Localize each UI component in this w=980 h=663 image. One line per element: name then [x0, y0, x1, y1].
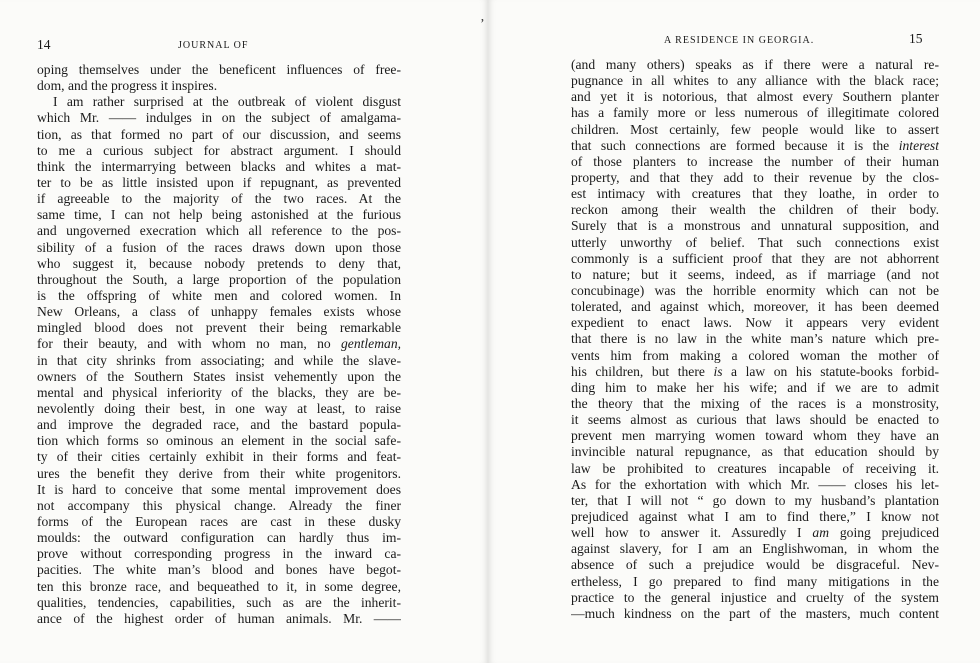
text-line: ten this bronze race, and bequeathed to it, in some degree,: [37, 578, 401, 594]
text-line: owners of the Southern States insist vehemently upon the: [37, 368, 401, 384]
text-line: concubinage) was the horrible enormity which can not be: [571, 282, 939, 298]
text-line: dom, and the progress it inspires.: [37, 78, 218, 94]
text-line: not accompany this physical change. Already the finer: [37, 497, 401, 513]
italic-word: interest: [898, 137, 939, 153]
text-line: in that city shrinks from associating; and while the slave-: [37, 352, 401, 368]
text-line: mental and physical inferiority of the blacks, they are be-: [37, 384, 401, 400]
left-running-title: JOURNAL OF: [178, 40, 249, 51]
text-line: ter to be as little insisted upon if repugnant, as prevented: [37, 174, 401, 190]
text-line: forms of the European races are cast in these dusky: [37, 513, 401, 529]
text-line: commonly is a sufficient proof that they are not abhorrent: [571, 250, 939, 266]
text-line-with-italic: [37, 336, 401, 352]
right-page-number: 15: [909, 31, 923, 46]
text-line: to nature; but it seems, indeed, as if marriage (and not: [571, 266, 939, 282]
text-line: if agreeable to the majority of the two races. At the: [37, 191, 401, 207]
text-line: it seems almost as curious that laws should be enacted to: [571, 412, 939, 428]
text-line-with-italic: [571, 364, 939, 380]
text-line: prejudiced against what I am to find there,” I know not: [571, 508, 939, 524]
text-line: moulds: the outward configuration can hardly thus im-: [37, 530, 401, 546]
left-page-number: 14: [37, 37, 51, 52]
text-line: oping themselves under the beneficent influences of free-: [37, 62, 401, 77]
text-line: invincible natural repugnance, as that education should by: [571, 444, 939, 460]
text-line: to me a curious subject for abstract argument. I should: [37, 142, 401, 158]
gutter-mark: ’: [480, 17, 485, 32]
text-line: and improve the degraded race, and the bastard popula-: [37, 417, 401, 433]
text-line: I am rather surprised at the outbreak of violent disgust: [53, 94, 401, 110]
text-line: utterly unworthy of belief. That such connections exist: [571, 234, 939, 250]
text-line: tion which forms so ominous an element in the social safe-: [37, 433, 401, 449]
text-segment: going prejudiced: [839, 525, 939, 541]
text-line: New Orleans, a class of unhappy females exists whose: [37, 304, 401, 320]
text-line: which Mr. —— indulges in on the subject of amalgama-: [37, 110, 401, 126]
text-line: of those planters to increase the number of their human: [571, 153, 939, 169]
text-line-with-italic: [571, 525, 939, 541]
text-line: children. Most certainly, few people would like to assert: [571, 121, 939, 137]
text-line: pacities. The white man’s blood and bones have begot-: [37, 562, 401, 578]
text-line: reckon among their wealth the children of their body.: [571, 202, 939, 218]
text-line: It is hard to conceive that some mental improvement does: [37, 481, 401, 497]
text-line: think the intermarrying between blacks and whites a mat-: [37, 158, 401, 174]
text-line: law be prohibited to creatures incapable of receiving it.: [571, 460, 939, 476]
text-line: As for the exhortation with which Mr. —— closes his let-: [571, 476, 939, 492]
text-segment: his children, but there: [571, 363, 705, 379]
text-line: prove without corresponding progress in the inward ca-: [37, 546, 401, 562]
text-line: ures the benefit they derive from their white progenitors.: [37, 465, 401, 481]
left-page: [0, 0, 488, 663]
text-line: ter, that I will not “ go down to my husband’s plantation: [571, 492, 939, 508]
text-line: prevent men marrying women toward whom they have an: [571, 428, 939, 444]
text-line: who suggest it, because nobody pretends to deny that,: [37, 255, 401, 271]
right-running-title: A RESIDENCE IN GEORGIA.: [664, 35, 815, 46]
text-line: mingled blood does not prevent their being remarkable: [37, 320, 401, 336]
left-page-text: [37, 62, 401, 627]
text-line: vents him from making a colored woman the mother of: [571, 347, 939, 363]
text-line: against slavery, for I am an Englishwoman, in whom the: [571, 541, 939, 557]
italic-word: is: [713, 363, 723, 379]
text-line: est intimacy with creatures that they loathe, in order to: [571, 186, 939, 202]
text-line: tolerated, and against which, moreover, it has been deemed: [571, 299, 939, 315]
italic-word: gentleman,: [340, 336, 401, 352]
text-line: Surely that is a monstrous and unnatural supposition, and: [571, 218, 939, 234]
text-line: property, and that they add to their revenue by the clos-: [571, 169, 939, 185]
text-line: ertheless, I go prepared to find many mitigations in the: [571, 573, 939, 589]
text-line: same time, I can not help being astonished at the furious: [37, 207, 401, 223]
text-line-with-italic: [571, 138, 939, 154]
text-line: practice to the general injustice and cruelty of the system: [571, 589, 939, 605]
text-line: is the offspring of white men and colored women. In: [37, 287, 401, 303]
text-line: and ungoverned execration which all reference to the pos-: [37, 223, 401, 239]
text-line: sibility of a fusion of the races draws down upon those: [37, 239, 401, 255]
text-line: that there is no law in the white man’s nature which pre-: [571, 331, 939, 347]
text-line: and yet it is notorious, that almost every Southern planter: [571, 89, 939, 105]
text-line: throughout the South, a large proportion of the population: [37, 271, 401, 287]
text-line: ding him to make her his wife; and if we are to admit: [571, 379, 939, 395]
text-segment: a law on his statute-books forbid-: [731, 363, 939, 379]
text-line: (and many others) speaks as if there were a natural re-: [571, 57, 939, 72]
text-line: ance of the highest order of human animals. Mr. ——: [37, 610, 401, 626]
text-line: absence of such a prejudice would be disgraceful. Nev-: [571, 557, 939, 573]
text-line: nevolently doing their best, in one way at least, to raise: [37, 400, 401, 416]
text-segment: that such connections are formed because it is the: [571, 137, 890, 153]
text-line: qualities, tendencies, capabilities, such as are the inherit-: [37, 594, 401, 610]
text-segment: well how to answer it. Assuredly I: [571, 525, 802, 541]
right-page-text: [571, 57, 939, 622]
text-line: tion, as that formed no part of our discussion, and seems: [37, 126, 401, 142]
text-segment: for their beauty, and with whom no man, no: [37, 336, 331, 352]
text-line: ty of their cities certainly exhibit in their forms and feat-: [37, 449, 401, 465]
text-line: has a family more or less numerous of illegitimate colored: [571, 105, 939, 121]
text-line: —much kindness on the part of the masters, much content: [571, 605, 939, 621]
text-line: pugnance in all whites to any alliance with the black race;: [571, 73, 939, 89]
italic-word: am: [812, 525, 830, 541]
text-line: the theory that the mixing of the races is a monstrosity,: [571, 395, 939, 411]
text-line: expedient to enact laws. Now it appears very evident: [571, 315, 939, 331]
